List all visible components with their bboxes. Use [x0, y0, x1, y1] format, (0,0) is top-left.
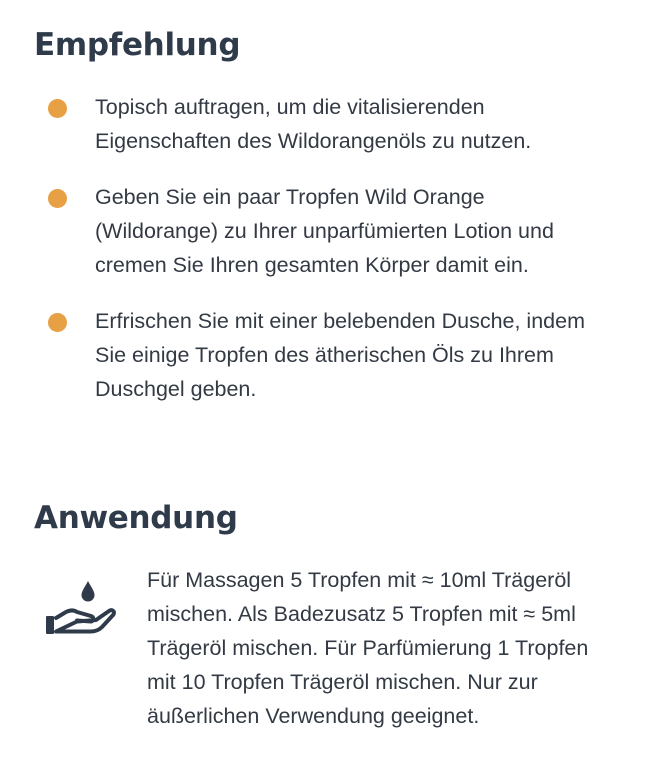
list-item — [0, 90, 647, 158]
usage-heading: Anwendung — [34, 500, 238, 536]
recommendation-list — [0, 90, 647, 428]
list-item — [0, 304, 647, 406]
hand-with-drop-icon — [44, 579, 118, 635]
bullet-dot-icon — [48, 313, 67, 332]
recommendation-heading: Empfehlung — [34, 27, 241, 63]
list-item-text: Erfrischen Sie mit einer belebenden Dusche, indem Sie einige Tropfen des ätherischen Öls zu Ihrem Duschgel geben. — [95, 309, 585, 401]
bullet-dot-icon — [48, 99, 67, 118]
usage-instructions: Für Massagen 5 Tropfen mit ≈ 10ml Trägeröl mischen. Als Badezusatz 5 Tropfen mit ≈ 5ml Trägeröl mischen. Für Parfümierung 1 Tropfen mit 10 Tropfen Trägeröl mischen. Nur zur äußerlichen Verwendung geeignet. — [147, 568, 589, 728]
list-item-text: Topisch auftragen, um die vitalisierenden Eigenschaften des Wildorangenöls zu nutzen. — [95, 95, 532, 153]
list-item-text: Geben Sie ein paar Tropfen Wild Orange (Wildorange) zu Ihrer unparfümierten Lotion und cremen Sie Ihren gesamten Körper damit ein. — [95, 185, 554, 277]
list-item — [0, 180, 647, 282]
bullet-dot-icon — [48, 189, 67, 208]
